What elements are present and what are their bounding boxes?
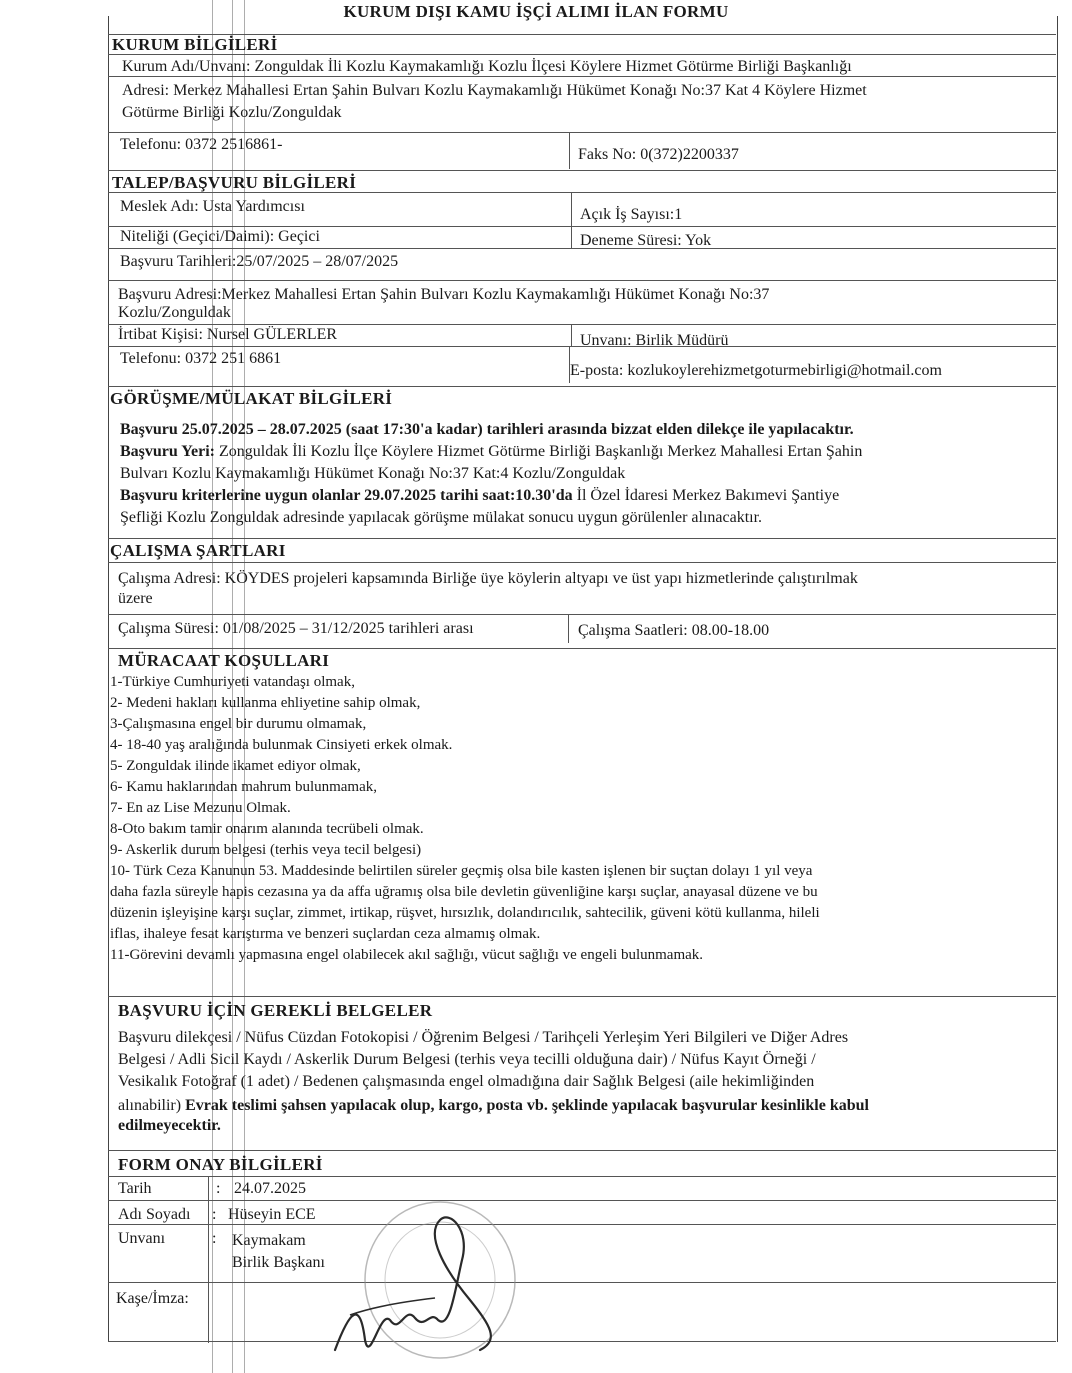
condition-item: 2- Medeni hakları kullanma ehliyetine sahip olmak,: [110, 695, 421, 711]
gorusme-body: Başvuru 25.07.2025 – 28.07.2025 (saat 17:30'a kadar) tarihleri arasında bizzat elden dilekçe ile yapılacaktır. Başvuru Yeri: Zonguldak İli Kozlu İlçe Köylere Hizmet Götürme Birliği Başkanlığı Merkez Mahallesi Ertan Şahin Bulvarı Kozlu Kaymakamlığı Hükümet Konağı No:37 Kat:4 Kozlu/Zonguldak Başvuru kriterlerine uygun olanlar 29.07.2025 tarihi saat:10.30'da İl Özel İdaresi Merkez Bakımevi Şantiye Şefliği Kozlu Zonguldak adresinde yapılacak görüşme mülakat sonucu uygun görülenler alınacaktır.: [120, 421, 863, 526]
kurum-adres-row: Adresi: Merkez Mahallesi Ertan Şahin Bulvarı Kozlu Kaymakamlığı Hükümet Konağı No:37 Kat 4 Köylere Hizmet Götürme Birliği Kozlu/Zonguldak: [108, 76, 1056, 132]
belgeler-body: Başvuru dilekçesi / Nüfus Cüzdan Fotokopisi / Öğrenim Belgesi / Tarihçeli Yerleşim Yeri Bilgileri ve Diğer Adres Belgesi / Adli Sicil Kaydı / Askerlik Durum Belgesi (terhis veya tecilli olduğuna dair) / Nüfus Kayıt Örneği / Vesikalık Fotoğraf (1 adet) / Bedenen çalışmasında engel olmadığına dair Sağlık Belgesi (aile hekimliğinden alınabilir) Evrak teslimi şahsen yapılacak olup, kargo, posta vb. şeklinde yapılacak başvurular kesinlikle kabul edilmeyecektir.: [118, 1029, 869, 1134]
condition-item: düzenin işleyişine karşı suçlar, zimmet, irtikap, rüşvet, hırsızlık, dolandırıcılık, sahtecilik, güveni kötü kullanma, hileli: [110, 905, 820, 921]
section-muracaat: MÜRACAAT KOŞULLARI: [108, 648, 1056, 672]
section-gorusme: GÖRÜŞME/MÜLAKAT BİLGİLERİ: [108, 386, 1056, 408]
condition-item: 4- 18-40 yaş aralığında bulunmak Cinsiyeti erkek olmak.: [110, 737, 453, 753]
talep-meslek-row: Meslek Adı: Usta Yardımcısı Açık İş Sayısı:1: [108, 192, 1056, 226]
section-calisma: ÇALIŞMA ŞARTLARI: [108, 538, 1056, 562]
condition-item: 6- Kamu haklarından mahrum bulunmamak,: [110, 779, 378, 795]
section-kurum: KURUM BİLGİLERİ: [108, 34, 1056, 54]
condition-item: daha fazla süreyle hapis cezasına ya da affa uğramış olsa bile devletin güvenliğine karşı suçlar, anayasal düzene ve bu: [110, 884, 818, 900]
condition-item: iflas, ihaleye fesat karıştırma ve benzeri suçlardan ceza almamış olmak.: [110, 926, 541, 942]
kurum-telefon-row: Telefonu: 0372 2516861- Faks No: 0(372)2200337: [108, 132, 1056, 168]
condition-item: 7- En az Lise Mezunu Olmak.: [110, 800, 291, 816]
section-talep: TALEP/BAŞVURU BİLGİLERİ: [108, 170, 1056, 192]
kurum-adi-row: Kurum Adı/Unvanı: Zonguldak İli Kozlu Kaymakamlığı Kozlu İlçesi Köylere Hizmet Götürme Birliği Başkanlığı: [108, 54, 1056, 76]
onay-ad-row: Adı Soyadı : Hüseyin ECE: [108, 1200, 1056, 1224]
talep-adres-row: Başvuru Adresi:Merkez Mahallesi Ertan Şahin Bulvarı Kozlu Kaymakamlığı Hükümet Konağı No:37 Kozlu/Zonguldak: [108, 280, 1056, 324]
condition-item: 10- Türk Ceza Kanunun 53. Maddesinde belirtilen süreler geçmiş olsa bile kasten işlenen bir suçtan dolayı 1 yıl veya: [110, 863, 813, 879]
talep-telefon-row: Telefonu: 0372 251 6861 E-posta: kozlukoylerehizmetgoturmebirligi@hotmail.com: [108, 346, 1056, 382]
section-belgeler: BAŞVURU İÇİN GEREKLİ BELGELER: [108, 996, 1056, 1020]
condition-item: 8-Oto bakım tamir onarım alanında tecrübeli olmak.: [110, 821, 424, 837]
onay-kase-row: Kaşe/İmza:: [108, 1282, 1056, 1342]
condition-item: 11-Görevini devamlı yapmasına engel olabilecek akıl sağlığı, vücut sağlığı ve engeli bulunmamak.: [110, 947, 704, 963]
condition-item: 5- Zonguldak ilinde ikamet ediyor olmak,: [110, 758, 361, 774]
stamp-and-signature: [240, 1190, 540, 1373]
condition-item: 9- Askerlik durum belgesi (terhis veya tecil belgesi): [110, 842, 422, 858]
talep-irtibat-row: İrtibat Kişisi: Nursel GÜLERLER Unvanı: Birlik Müdürü: [108, 324, 1056, 346]
talep-tarih-row: Başvuru Tarihleri:25/07/2025 – 28/07/2025: [108, 248, 1056, 274]
section-onay: FORM ONAY BİLGİLERİ: [108, 1150, 1056, 1176]
onay-unvan-row: Unvanı : Kaymakam Birlik Başkanı: [108, 1224, 1056, 1282]
calisma-adres-row: Çalışma Adresi: KÖYDES projeleri kapsamında Birliğe üye köylerin altyapı ve üst yapı hizmetlerinde çalıştırılmak üzere: [108, 562, 1056, 610]
onay-tarih-row: Tarih : 24.07.2025: [108, 1176, 1056, 1200]
talep-nitelik-row: Niteliği (Geçici/Daimi): Geçici Deneme Süresi: Yok: [108, 226, 1056, 248]
muracaat-list: [108, 672, 1056, 992]
form-title: KURUM DIŞI KAMU İŞÇİ ALIMI İLAN FORMU: [343, 2, 729, 21]
calisma-sure-row: Çalışma Süresi: 01/08/2025 – 31/12/2025 tarihleri arası Çalışma Saatleri: 08.00-18.00: [108, 614, 1056, 642]
condition-item: 1-Türkiye Cumhuriyeti vatandaşı olmak,: [110, 674, 355, 690]
condition-item: 3-Çalışmasına engel bir durumu olmamak,: [110, 716, 367, 732]
